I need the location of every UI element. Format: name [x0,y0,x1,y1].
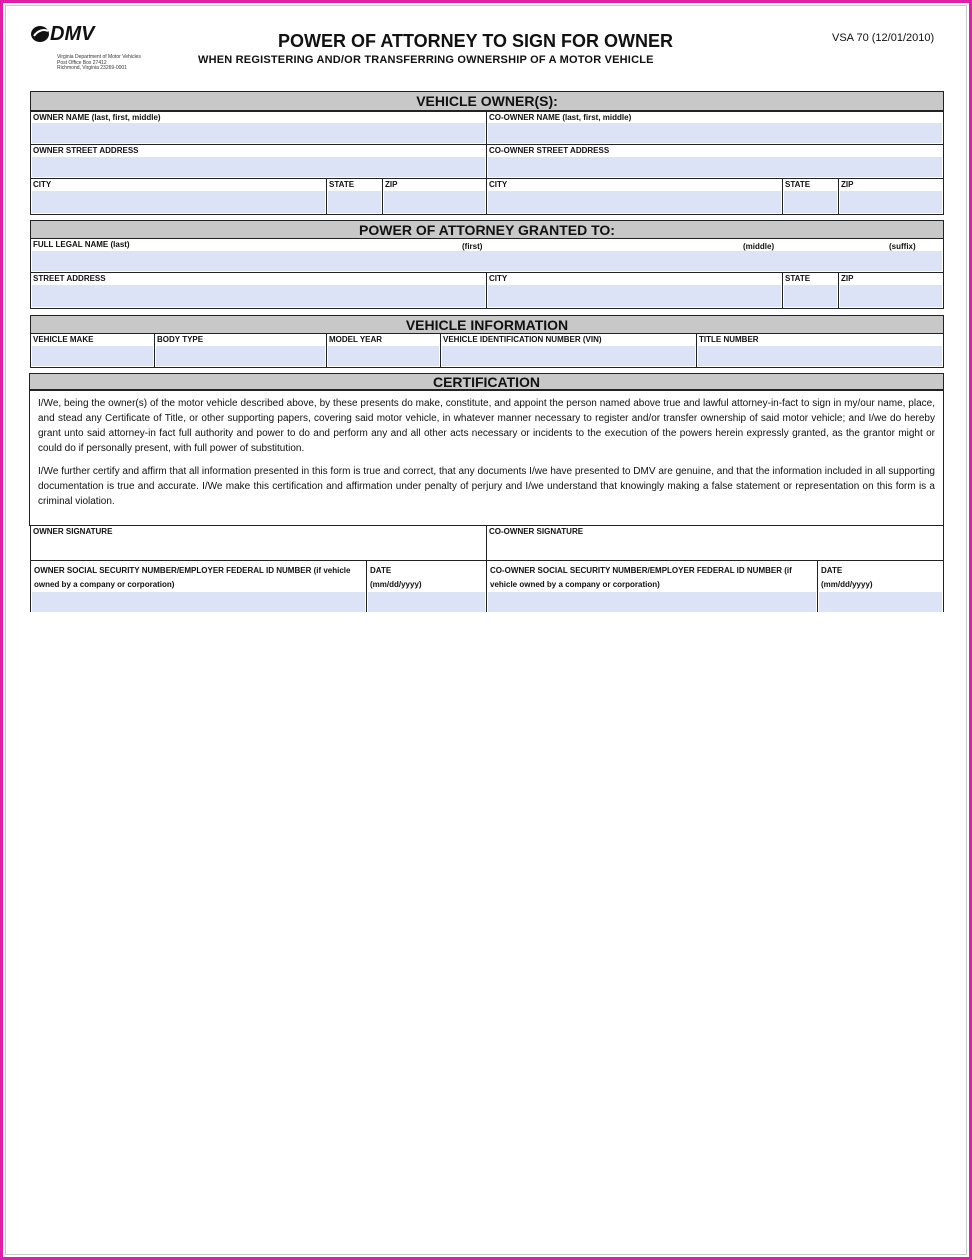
dmv-logo [30,22,190,80]
owner-ssn-label: OWNER SOCIAL SECURITY NUMBER/EMPLOYER FEDERAL ID NUMBER (if vehicle owned by a company or corporation) [34,566,351,589]
form-title: POWER OF ATTORNEY TO SIGN FOR OWNER [278,31,674,51]
coowner-address-field[interactable] [486,144,944,179]
certification-text [29,389,944,526]
coowner-date-field[interactable] [817,560,944,612]
owner-date-label: DATE (mm/dd/yyyy) [370,566,422,589]
owner-name-label: OWNER NAME (last, first, middle) [33,113,161,122]
certification-paragraph-2: I/We further certify and affirm that all information presented in this form is true and correct, that any documents I/we have presented to DMV are genuine, and that the information included in all supporting documentation is true and accurate. I/We make this certification and affirmation under penalty of perjury and I/we understand that knowingly making a false statement or representation on this form is a criminal violation. [38,466,935,507]
section-vehicle-information: VEHICLE INFORMATION [30,315,944,334]
model-year-label: MODEL YEAR [329,335,383,344]
attorney-middle-label: (middle) [743,242,775,251]
section-vehicle-owners: VEHICLE OWNER(S): [30,91,944,111]
title-number-label: TITLE NUMBER [699,335,759,344]
coowner-address-label: CO-OWNER STREET ADDRESS [489,146,610,155]
model-year-field[interactable] [326,333,441,368]
section-certification: CERTIFICATION [29,373,944,391]
logo-text: DMV [50,23,95,44]
attorney-city-label: CITY [489,274,508,283]
owner-date-field[interactable] [366,560,487,612]
attorney-state-field[interactable] [782,272,839,309]
section-power-of-attorney: POWER OF ATTORNEY GRANTED TO: [30,220,944,239]
vin-field[interactable] [440,333,697,368]
certification-paragraph-1: I/We, being the owner(s) of the motor vehicle described above, by these presents do make, constitute, and appoint the person named above true and lawful attorney-in-fact to sign in my/our name, place, and stead any Certificate of Title, or other supporting papers, covering said motor vehicle, in whatever manner necessary to register and/or transfer ownership of said motor vehicle; and I/we do hereby grant unto said attorney-in fact full authority and power to do and perform any and all other acts necessary or incidents to the execution of the powers herein expressly granted, as the grantor might or could do if personally present, with full power of substitution. [38,398,935,454]
coowner-zip-label: ZIP [841,180,854,189]
body-type-label: BODY TYPE [157,335,204,344]
attorney-state-label: STATE [785,274,811,283]
attorney-suffix-label: (suffix) [889,242,916,251]
coowner-state-label: STATE [785,180,811,189]
coowner-zip-field[interactable] [838,178,944,215]
owner-signature-field[interactable] [30,525,487,561]
attorney-first-label: (first) [462,242,483,251]
owner-address-label: OWNER STREET ADDRESS [33,146,139,155]
form-number: VSA 70 (12/01/2010) [832,32,935,44]
vehicle-make-label: VEHICLE MAKE [33,335,94,344]
coowner-ssn-label: CO-OWNER SOCIAL SECURITY NUMBER/EMPLOYER FEDERAL ID NUMBER (if vehicle owned by a company or corporation) [490,566,792,589]
coowner-name-field[interactable] [486,111,944,145]
coowner-state-field[interactable] [782,178,839,215]
owner-zip-field[interactable] [382,178,487,215]
owner-city-label: CITY [33,180,52,189]
owner-ssn-field[interactable] [30,560,367,612]
attorney-street-label: STREET ADDRESS [33,274,106,283]
owner-address-field[interactable] [30,144,487,179]
logo-address: Virginia Department of Motor Vehicles Post Office Box 27412 Richmond, Virginia 23269-0001 [57,54,141,71]
owner-state-label: STATE [329,180,355,189]
attorney-city-field[interactable] [486,272,783,309]
coowner-signature-label: CO-OWNER SIGNATURE [489,527,584,536]
owner-city-field[interactable] [30,178,327,215]
attorney-zip-label: ZIP [841,274,854,283]
owner-zip-label: ZIP [385,180,398,189]
owner-signature-label: OWNER SIGNATURE [33,527,113,536]
attorney-street-field[interactable] [30,272,487,309]
title-number-field[interactable] [696,333,944,368]
form-subtitle: WHEN REGISTERING AND/OR TRANSFERRING OWNERSHIP OF A MOTOR VEHICLE [198,54,654,66]
coowner-name-label: CO-OWNER NAME (last, first, middle) [489,113,632,122]
owner-state-field[interactable] [326,178,383,215]
vehicle-make-field[interactable] [30,333,155,368]
attorney-name-field[interactable] [30,238,944,273]
coowner-city-label: CITY [489,180,508,189]
body-type-field[interactable] [154,333,327,368]
attorney-zip-field[interactable] [838,272,944,309]
coowner-city-field[interactable] [486,178,783,215]
owner-name-field[interactable] [30,111,487,145]
coowner-ssn-field[interactable] [486,560,818,612]
coowner-signature-field[interactable] [486,525,944,561]
coowner-date-label: DATE (mm/dd/yyyy) [821,566,873,589]
vin-label: VEHICLE IDENTIFICATION NUMBER (VIN) [443,335,602,344]
dmv-logo-mark [30,22,148,44]
attorney-last-label: FULL LEGAL NAME (last) [33,240,130,249]
